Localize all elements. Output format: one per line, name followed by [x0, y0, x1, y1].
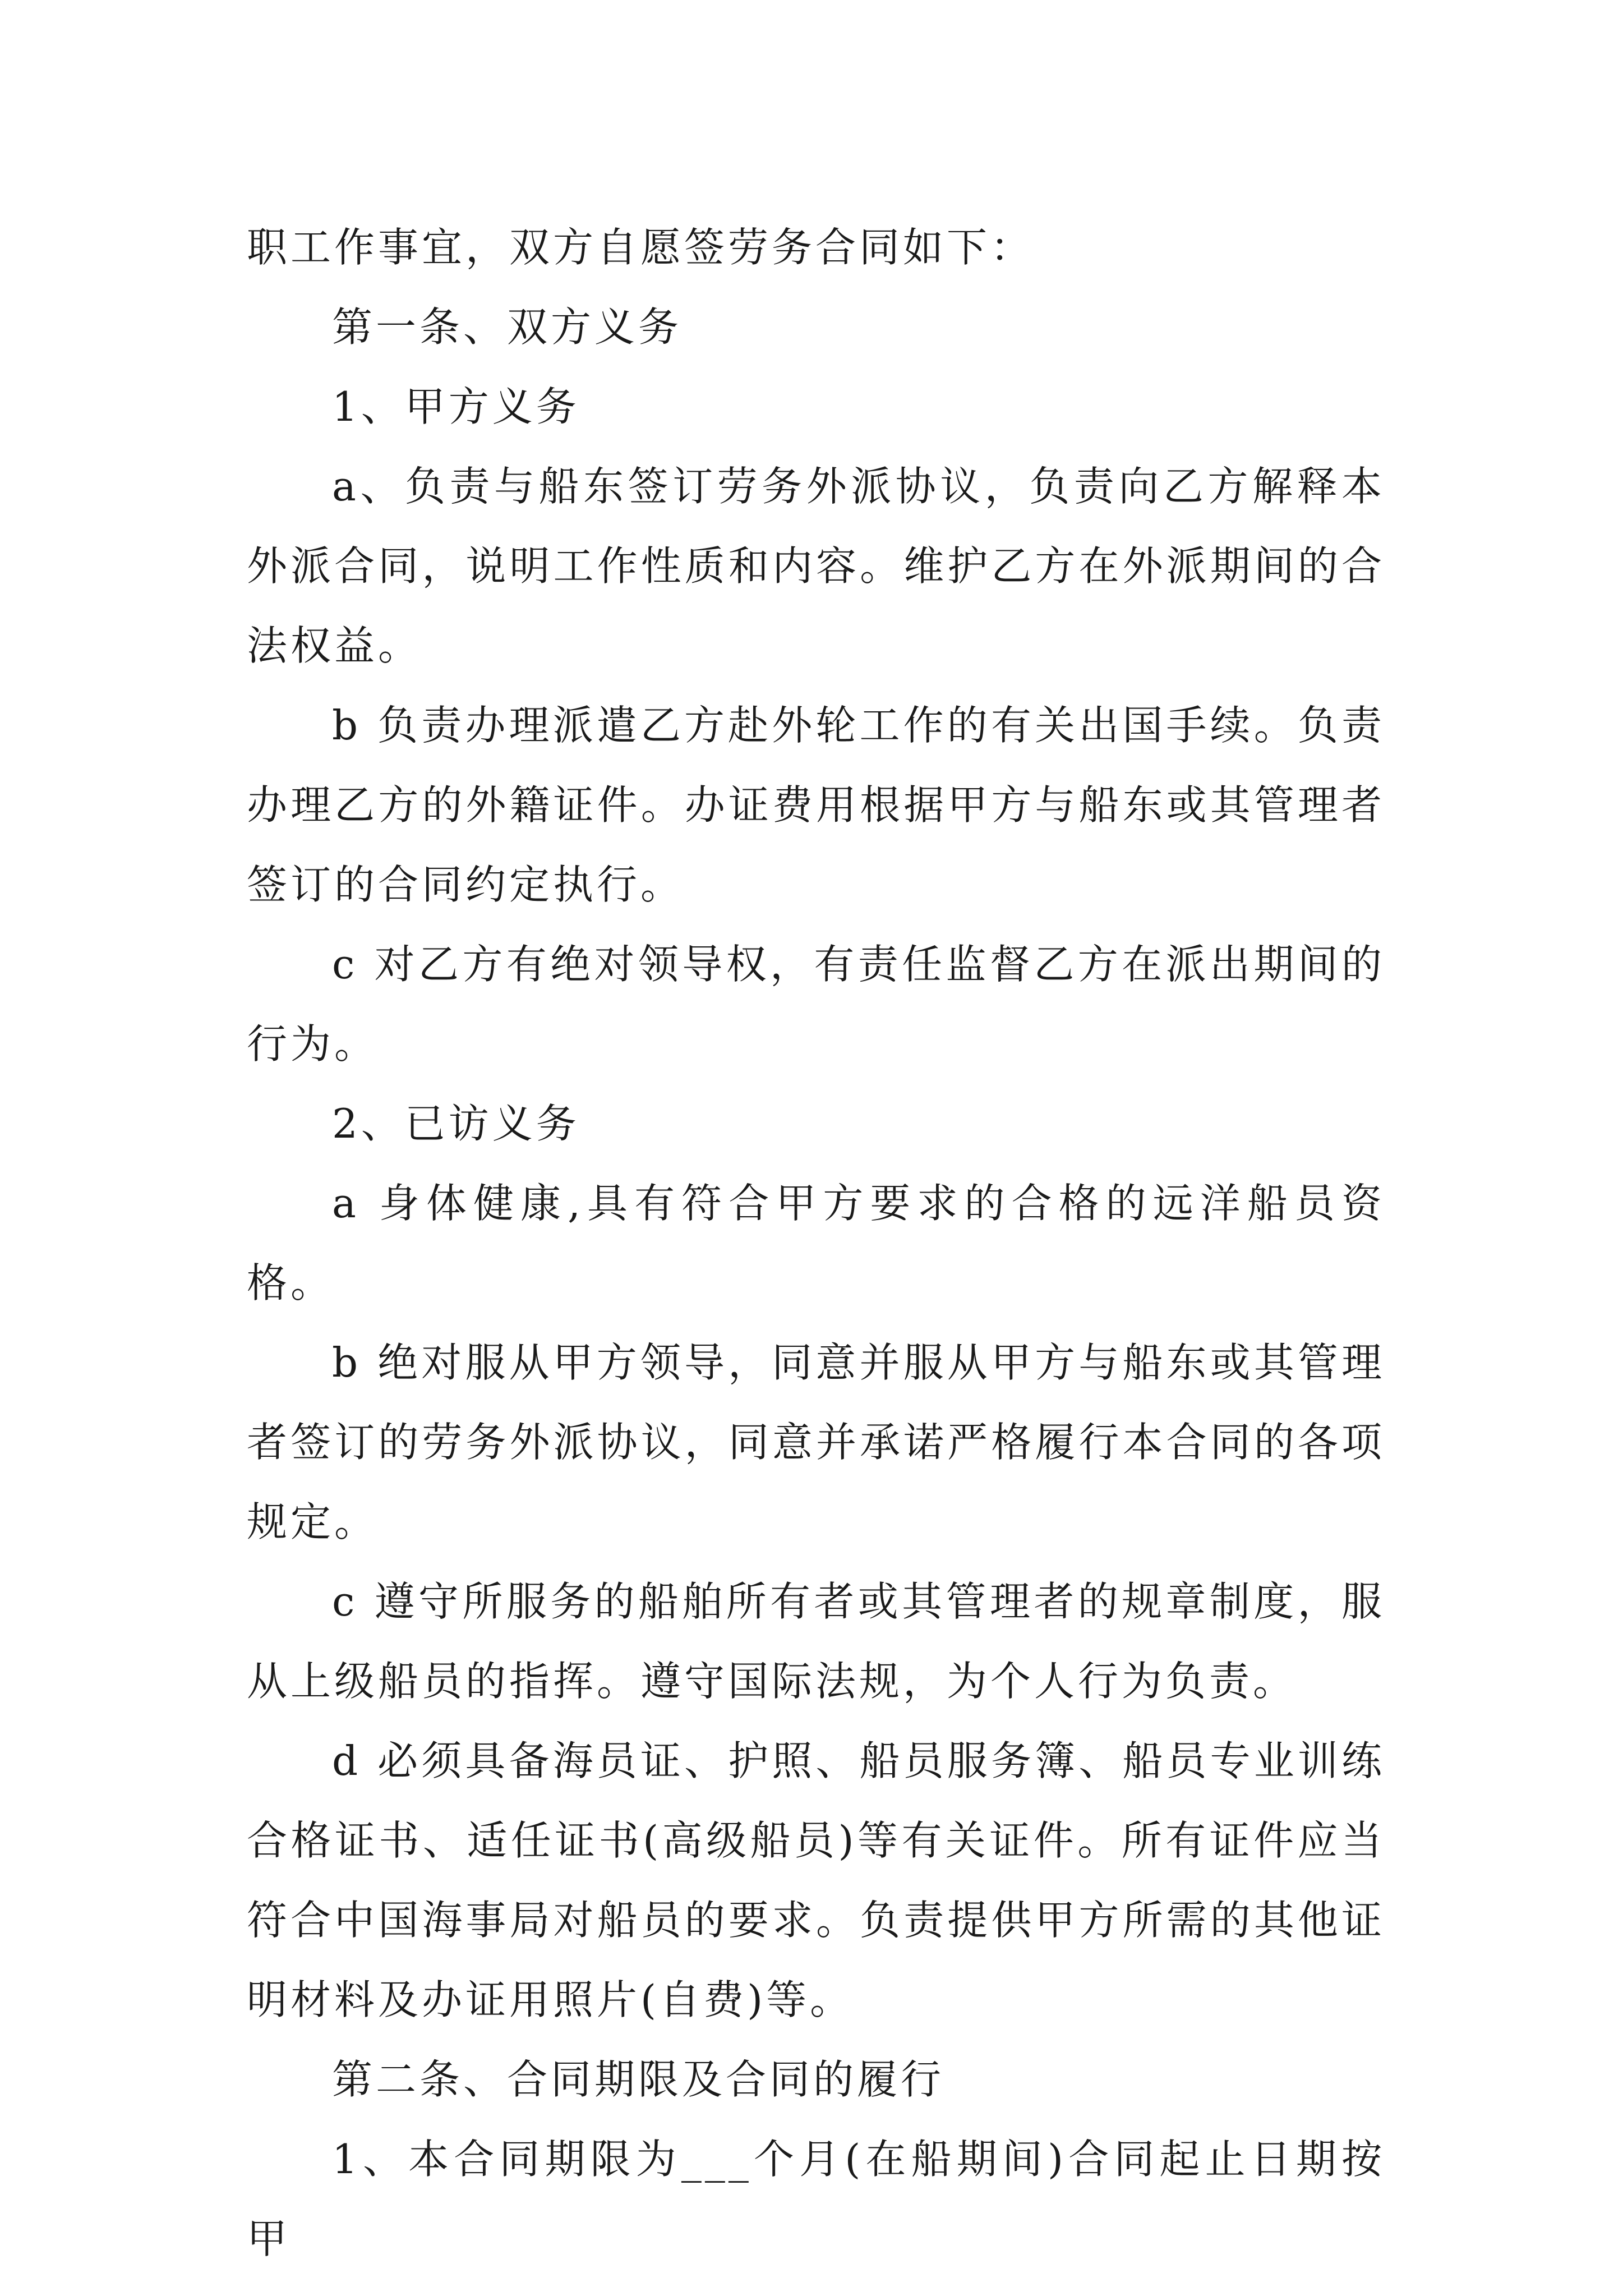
party-a-obligations-heading: 1、甲方义务: [332, 383, 580, 430]
paragraph-intro: 职工作事宜，双方自愿签劳务合同如下：: [247, 224, 1035, 271]
party-b-clause-d: d 必须具备海员证、护照、船员服务簿、船员专业训练合格证书、适任证书(高级船员)等有关证件。所有证件应当符合中国海事局对船员的要求。负责提供甲方所需的其他证明材料及办证用照片(自费)等。: [247, 1737, 1385, 2023]
party-a-clause-c: c 对乙方有绝对领导权，有责任监督乙方在派出期间的行为。: [247, 941, 1385, 1068]
document-body: [247, 208, 1385, 2279]
party-b-clause-c: c 遵守所服务的船舶所有者或其管理者的规章制度，服从上级船员的指挥。遵守国际法规，为个人行为负责。: [247, 1578, 1385, 1705]
party-a-clause-b: b 负责办理派遣乙方赴外轮工作的有关出国手续。负责办理乙方的外籍证件。办证费用根据甲方与船东或其管理者签订的合同约定执行。: [247, 702, 1385, 908]
party-b-obligations-heading: 2、已访义务: [332, 1100, 580, 1147]
article-1-heading: 第一条、双方义务: [332, 303, 683, 351]
party-a-clause-a: a、负责与船东签订劳务外派协议，负责向乙方解释本外派合同，说明工作性质和内容。维护乙方在外派期间的合法权益。: [247, 463, 1385, 669]
party-b-clause-a: a 身体健康,具有符合甲方要求的合格的远洋船员资格。: [247, 1180, 1385, 1306]
article-2-heading: 第二条、合同期限及合同的履行: [332, 2056, 945, 2103]
party-b-clause-b: b 绝对服从甲方领导，同意并服从甲方与船东或其管理者签订的劳务外派协议，同意并承诺严格履行本合同的各项规定。: [247, 1339, 1385, 1545]
article-2-clause-1: 1、本合同期限为___个月(在船期间)合同起止日期按甲: [247, 2136, 1385, 2262]
